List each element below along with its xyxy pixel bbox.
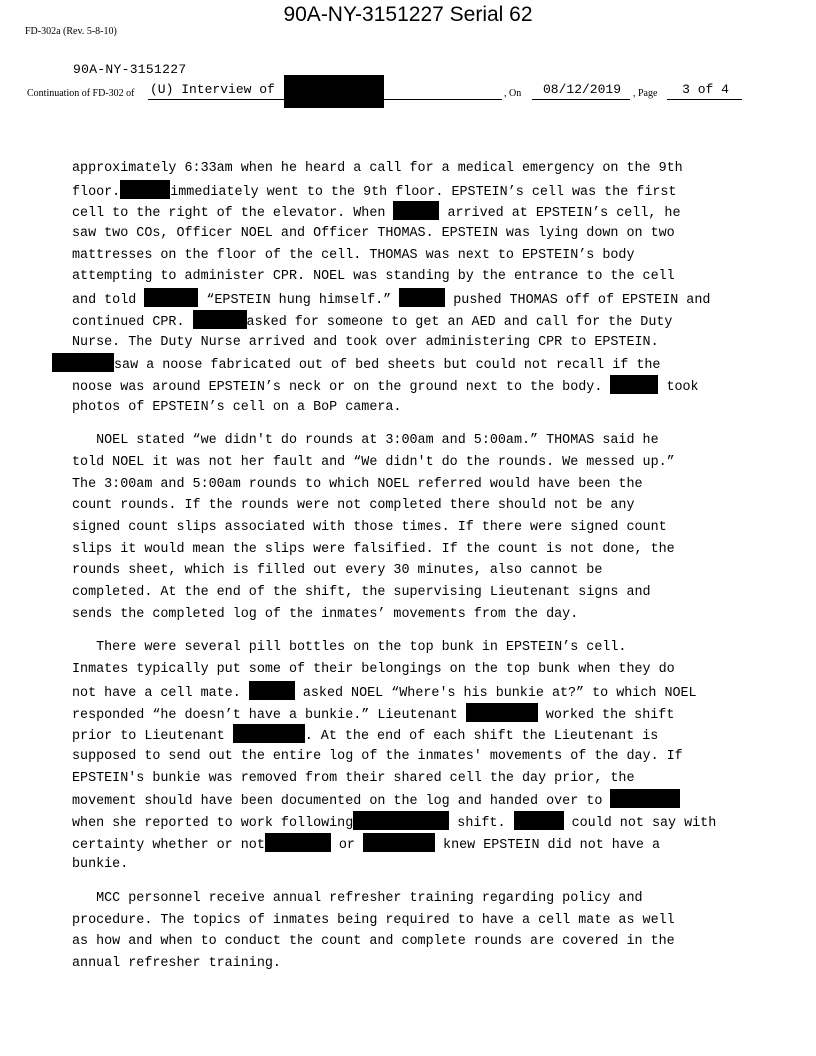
redaction-box [466,703,538,722]
text-segment: “EPSTEIN hung himself.” [198,293,400,309]
text-segment: cell to the right of the elevator. When [72,206,394,222]
text-segment: shift. [449,815,514,831]
redaction-box [193,310,247,329]
text-segment: mattresses on the floor of the cell. THOMAS was next to EPSTEIN’s body [72,247,635,263]
text-segment: MCC personnel receive annual refresher training regarding policy and [72,891,643,906]
text-segment: photos of EPSTEIN’s cell on a BoP camera. [72,399,402,415]
text-segment: not have a cell mate. [72,685,249,701]
interview-subject-text: (U) Interview of [150,82,275,97]
text-line [72,746,772,768]
text-segment: pushed THOMAS off of EPSTEIN and [445,293,711,309]
text-segment: sends the completed log of the inmates’ movements from the day. [72,606,579,622]
text-line [72,582,772,604]
text-segment: . At the end of each shift the Lieutenant is [304,729,659,745]
text-segment: bunkie. [72,857,129,873]
text-segment: continued CPR. [72,314,193,330]
text-segment: NOEL stated “we didn't do rounds at 3:00am and 5:00am.” THOMAS said he [72,433,659,449]
redaction-box [52,353,114,372]
on-label: , On [504,88,522,99]
text-segment: The 3:00am and 5:00am rounds to which NOEL referred would have been the [72,476,643,492]
text-segment: worked the shift [537,707,675,723]
text-segment: responded “he doesn’t have a bunkie.” Lieutenant [72,707,466,723]
text-segment: saw a noose fabricated out of bed sheets but could not recall if the [114,358,661,374]
text-segment: attempting to administer CPR. NOEL was standing by the entrance to the cell [72,269,675,285]
page-label: , Page [633,88,658,99]
text-line [72,266,772,288]
text-line [72,245,772,267]
text-line [72,789,772,811]
body-paragraph [72,158,772,418]
body-paragraph [72,637,772,876]
redaction-box [353,811,449,830]
text-segment: Inmates typically put some of their belongings on the top bunk when they do [72,662,675,678]
text-line [72,953,772,975]
text-segment: certainty whether or not [72,837,265,853]
body-paragraph [72,888,772,975]
body-paragraph [72,430,772,625]
text-line [72,910,772,932]
text-segment: as how and when to conduct the count and complete rounds are covered in the [72,934,675,950]
redaction-box [284,75,384,108]
case-number: 90A-NY-3151227 [73,62,187,77]
text-segment: immediately went to the 9th floor. EPSTEIN’s cell was the first [170,184,677,200]
text-line [72,637,772,659]
text-segment: procedure. The topics of inmates being required to have a cell mate as well [72,912,675,928]
text-line [72,703,772,725]
text-line [72,474,772,496]
text-line [72,539,772,561]
text-line [72,452,772,474]
text-line [72,604,772,626]
text-line [72,310,772,332]
document-body [72,158,772,987]
text-segment: knew EPSTEIN did not have a [435,837,661,853]
text-segment: could not say with [563,815,717,831]
text-line [72,223,772,245]
text-line [72,397,772,419]
text-segment: Nurse. The Duty Nurse arrived and took over administering CPR to EPSTEIN. [72,334,659,350]
text-segment: took [658,379,699,395]
text-segment: annual refresher training. [72,956,281,972]
continuation-label: Continuation of FD-302 of [27,88,135,99]
text-line [72,158,772,180]
text-segment: movement should have been documented on the log and handed over to [72,794,611,810]
text-segment: rounds sheet, which is filled out every 30 minutes, also cannot be [72,563,603,579]
text-segment: told NOEL it was not her fault and “We didn't do the rounds. We messed up.” [72,454,675,470]
page-number-field: 3 of 4 [667,82,742,100]
text-segment: approximately 6:33am when he heard a call for a medical emergency on the 9th [72,161,683,176]
text-segment: signed count slips associated with those times. If there were signed count [72,520,667,535]
text-line [72,811,772,833]
text-segment: There were several pill bottles on the top bunk in EPSTEIN’s cell. [72,640,627,656]
text-line [72,833,772,855]
text-line [72,854,772,876]
redaction-box [399,288,445,307]
redaction-box [265,833,331,852]
document-serial-header: 90A-NY-3151227 Serial 62 [283,3,533,26]
text-line [72,495,772,517]
text-segment: or [330,837,364,853]
text-segment: completed. At the end of the shift, the supervising Lieutenant signs and [72,585,651,601]
text-segment: and told [72,293,145,309]
redaction-box [120,180,170,199]
text-segment: count rounds. If the rounds were not completed there should not be any [72,498,635,514]
text-segment: arrived at EPSTEIN’s cell, he [439,206,681,222]
text-segment: EPSTEIN's bunkie was removed from their shared cell the day prior, the [72,770,635,786]
text-line [72,375,772,397]
text-segment: supposed to send out the entire log of the inmates' movements of the day. If [72,748,683,764]
text-segment: floor. [72,184,121,200]
text-line [72,288,772,310]
redaction-box [144,288,198,307]
text-segment: asked for someone to get an AED and call for the Duty [246,314,673,330]
text-segment: asked NOEL “Where's his bunkie at?” to which NOEL [294,685,697,701]
text-line [72,560,772,582]
text-line [72,768,772,790]
text-line [72,888,772,910]
text-segment: prior to Lieutenant [72,729,233,745]
redaction-box [233,724,305,743]
text-line [72,180,772,202]
text-segment: slips it would mean the slips were falsified. If the count is not done, the [72,541,675,557]
continuation-line [0,80,816,104]
text-line [72,659,772,681]
text-segment: when she reported to work following [72,815,354,831]
redaction-box [363,833,435,852]
text-line [72,517,772,539]
redaction-box [514,811,564,830]
text-line [72,430,772,452]
form-revision-label: FD-302a (Rev. 5-8-10) [25,26,117,37]
redaction-box [249,681,295,700]
text-segment: noose was around EPSTEIN’s neck or on the ground next to the body. [72,379,611,395]
interview-date-field: 08/12/2019 [532,82,630,100]
redaction-box [393,201,439,220]
text-line [72,353,772,375]
text-line [72,681,772,703]
text-segment: saw two COs, Officer NOEL and Officer THOMAS. EPSTEIN was lying down on two [72,226,675,242]
text-line [72,332,772,354]
redaction-box [610,789,680,808]
redaction-box [610,375,658,394]
text-line [72,931,772,953]
text-line [72,201,772,223]
text-line [72,724,772,746]
